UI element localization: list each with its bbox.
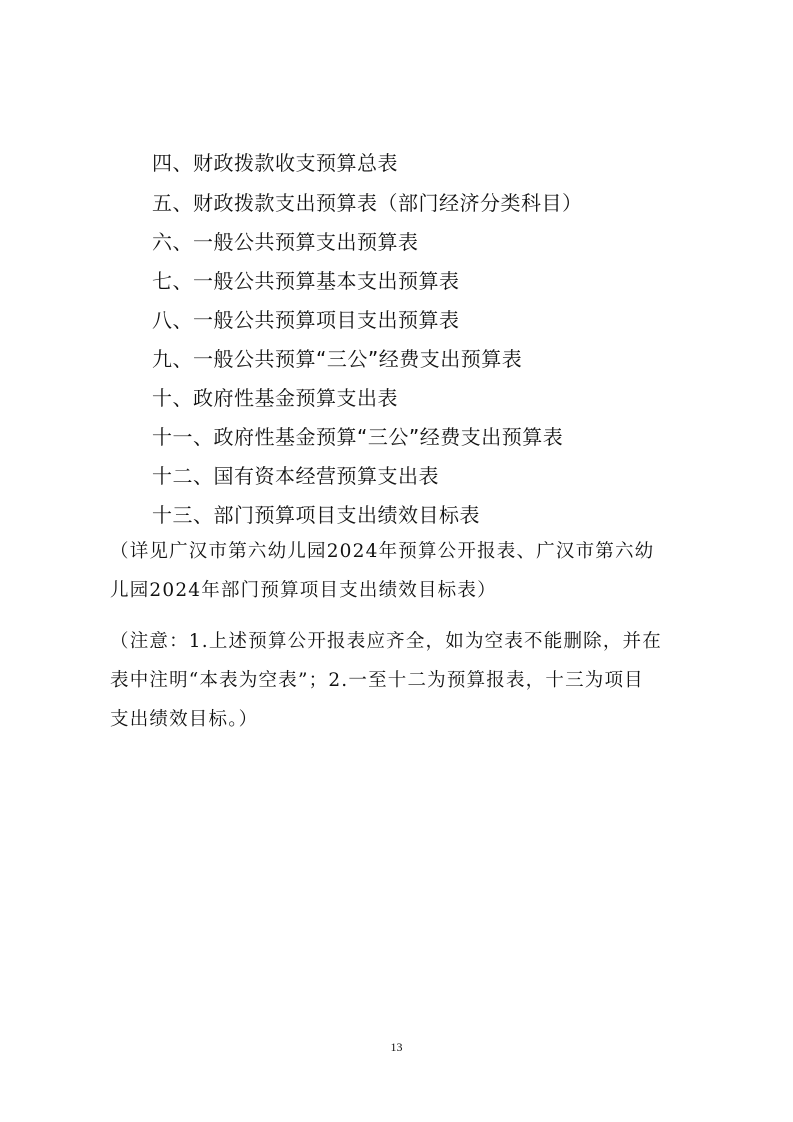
detail-note-line: 儿园2024年部门预算项目支出绩效目标表） [110, 580, 497, 601]
list-item: 九、一般公共预算“三公”经费支出预算表 [152, 347, 523, 371]
page-number: 13 [390, 1040, 403, 1054]
attention-note-line: 表中注明“本表为空表”；2.一至十二为预算报表，十三为项目 [110, 670, 644, 691]
detail-note-line: （详见广汉市第六幼儿园2024年预算公开报表、广汉市第六幼 [110, 541, 655, 562]
list-item: 十一、政府性基金预算“三公”经费支出预算表 [152, 425, 564, 449]
list-item: 七、一般公共预算基本支出预算表 [152, 269, 460, 293]
list-item: 十三、部门预算项目支出绩效目标表 [152, 503, 480, 527]
list-item: 十二、国有资本经营预算支出表 [152, 464, 439, 488]
attention-note-line: （注意：1.上述预算公开报表应齐全，如为空表不能删除，并在 [110, 631, 662, 652]
list-item: 六、一般公共预算支出预算表 [152, 230, 419, 254]
list-item: 八、一般公共预算项目支出预算表 [152, 308, 460, 332]
list-item: 四、财政拨款收支预算总表 [152, 151, 398, 175]
list-item: 十、政府性基金预算支出表 [152, 386, 398, 410]
attention-note-line: 支出绩效目标。） [110, 709, 259, 730]
list-item: 五、财政拨款支出预算表（部门经济分类科目） [152, 191, 583, 215]
